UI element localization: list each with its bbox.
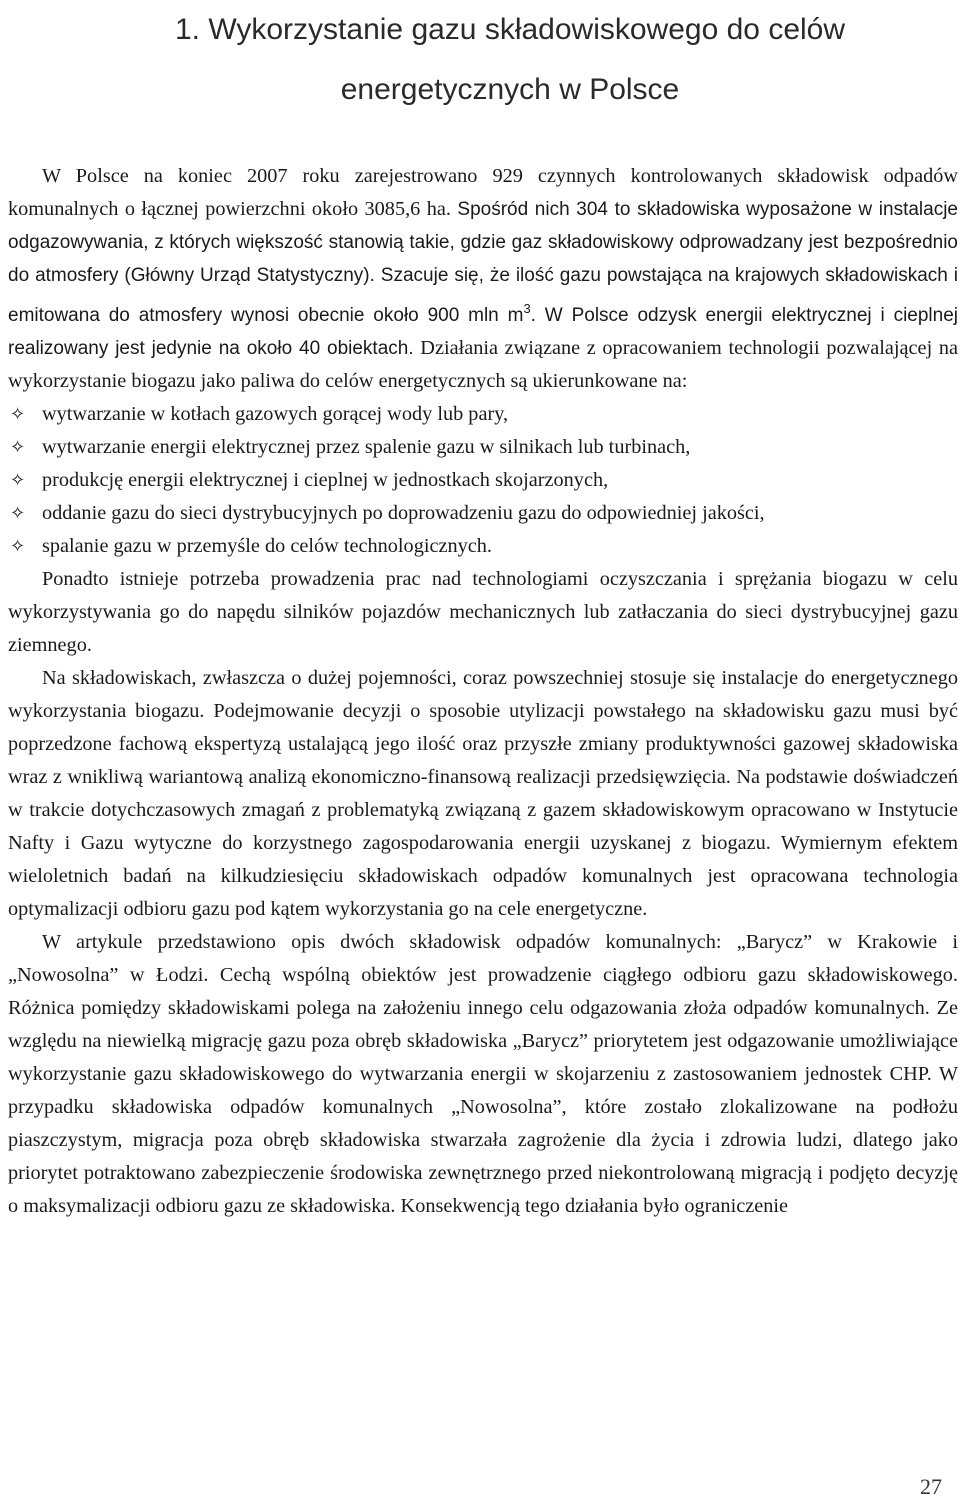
heading-line-1: 1. Wykorzystanie gazu składowiskowego do celów — [174, 13, 846, 46]
four-point-star-icon: ✧ — [10, 469, 26, 491]
list-item-text: wytwarzanie w kotłach gazowych gorącej wody lub pary, — [42, 402, 509, 425]
paragraph-article-scope: W artykule przedstawiono opis dwóch składowisk odpadów komunalnych: „Barycz” w Krakowie i „Nowosolna” w Łodzi. Cechą wspólną obiektów jest prowadzenie ciągłego odbioru gazu składowiskowego. Różnica pomiędzy składowiskami polega na założeniu innego celu odgazowania złoża odpadów komunalnych. Ze względu na niewielką migrację gazu poza obręb składowiska „Barycz” priorytetem jest odgazowanie umożliwiające wykorzystanie gazu składowiskowego do wytwarzania energii w skojarzeniu z zastosowaniem jednostek CHP. W przypadku składowiska odpadów komunalnych „Nowosolna”, które zostało zlokalizowane na podłożu piaszczystym, migracja poza obręb składowiska stwarzała zagrożenie dla życia i zdrowia ludzi, dlatego jako priorytet potraktowano zabezpieczenie środowiska zewnętrznego przed niekontrolowaną migracją i podjęto decyzję o maksymalizacji odbioru gazu ze składowiska. Konsekwencją tego działania było ograniczenie — [8, 930, 958, 1217]
application-list — [8, 398, 958, 563]
list-item-text: oddanie gazu do sieci dystrybucyjnych po doprowadzeniu gazu do odpowiedniej jakości, — [42, 501, 765, 524]
heading-line-2: energetycznych w Polsce — [340, 73, 680, 106]
paragraph-installations: Na składowiskach, zwłaszcza o dużej pojemności, coraz powszechniej stosuje się instalacje do energetycznego wykorzystania biogazu. Podejmowanie decyzji o sposobie utylizacji powstałego na składowisku gazu musi być poprzedzone fachową ekspertyzą ustalającą jego ilość oraz przyszłe zmiany produktywności gazowej składowiska wraz z wnikliwą wariantową analizą ekonomiczno-finansową realizacji przedsięwzięcia. Na podstawie doświadczeń w trakcie dotychczasowych zmagań z problematyką związaną z gazem składowiskowym opracowano w Instytucie Nafty i Gazu wytyczne do korzystnego zagospodarowania energii uzyskanej z biogazu. Wymiernym efektem wieloletnich badań na kilkudziesięciu składowiskach odpadów komunalnych jest opracowana technologia optymalizacji odbioru gazu pod kątem wykorzystania go na cele energetyczne. — [8, 666, 958, 920]
page-number: 27 — [920, 1474, 942, 1499]
list-item — [8, 497, 958, 530]
body-text — [8, 160, 958, 1223]
four-point-star-icon: ✧ — [10, 436, 26, 458]
paragraph-intro-part-2: Spośród nich 304 to składowiska wyposażone w instalacje odgazowywania, z których większość stanowią takie, gdzie gaz składowiskowy odprowadzany jest bezpośrednio do atmosfery (Główny Urząd Statystyczny). Szacuje się, że ilość gazu powstająca na krajowych składowiskach i emitowana do atmosfery wynosi obecnie około 900 mln m — [8, 199, 958, 326]
paragraph-intro — [8, 160, 958, 398]
superscript-3: 3 — [523, 301, 531, 316]
list-item — [8, 464, 958, 497]
paragraph-intro-part-1: W Polsce na koniec 2007 roku zarejestrowano 929 czynnych kontrolowanych składowisk odpadów komunalnych o łącznej powierzchni około 3085,6 ha. — [8, 165, 958, 220]
list-item — [8, 431, 958, 464]
list-item-text: produkcję energii elektrycznej i cieplnej w jednostkach skojarzonych, — [42, 468, 609, 491]
list-item — [8, 398, 958, 431]
four-point-star-icon: ✧ — [10, 535, 26, 557]
four-point-star-icon: ✧ — [10, 502, 26, 524]
list-item-text: spalanie gazu w przemyśle do celów technologicznych. — [42, 534, 492, 557]
list-item — [8, 530, 958, 563]
four-point-star-icon: ✧ — [10, 403, 26, 425]
section-heading — [80, 0, 940, 120]
paragraph-purification: Ponadto istnieje potrzeba prowadzenia prac nad technologiami oczyszczania i sprężania biogazu w celu wykorzystywania go do napędu silników pojazdów mechanicznych lub zatłaczania do sieci dystrybucyjnej gazu ziemnego. — [8, 567, 958, 656]
list-item-text: wytwarzanie energii elektrycznej przez spalenie gazu w silnikach lub turbinach, — [42, 435, 691, 458]
paragraph-intro-part-3: . W Polsce odzysk energii elektrycznej i cieplnej realizowany jest jedynie na około 40 obiektach. — [8, 304, 958, 359]
paragraph-intro-part-4: Działania związane z opracowaniem technologii pozwalającej na wykorzystanie biogazu jako paliwa do celów energetycznych są ukierunkowane na: — [8, 336, 959, 392]
